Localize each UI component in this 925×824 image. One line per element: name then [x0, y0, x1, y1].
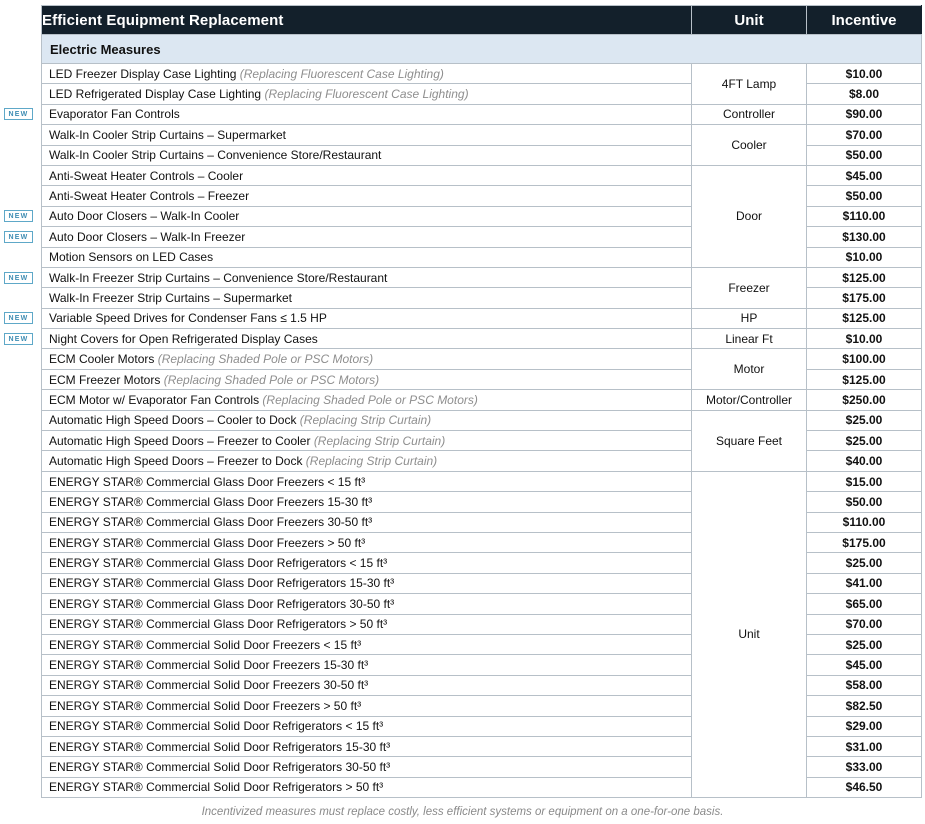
measure-name: Walk-In Cooler Strip Curtains – Supermarket: [49, 127, 286, 142]
incentive-cell: $41.00: [807, 573, 922, 593]
incentive-cell: $110.00: [807, 512, 922, 532]
table-header-row: [42, 6, 922, 35]
table-row: [42, 64, 922, 84]
incentive-cell: $25.00: [807, 553, 922, 573]
unit-cell: Linear Ft: [692, 329, 807, 349]
new-badge: NEW: [4, 312, 33, 324]
measure-cell: [42, 64, 692, 84]
new-badge: NEW: [4, 272, 33, 284]
measure-cell: [42, 553, 692, 573]
incentive-table: [41, 5, 922, 798]
table-row: [42, 390, 922, 410]
unit-cell: Motor: [692, 349, 807, 390]
measure-cell: [42, 696, 692, 716]
incentive-cell: $125.00: [807, 369, 922, 389]
incentive-cell: $70.00: [807, 614, 922, 634]
measure-cell: [42, 573, 692, 593]
incentive-cell: $58.00: [807, 675, 922, 695]
measure-name: ENERGY STAR® Commercial Glass Door Refrigerators < 15 ft³: [49, 556, 388, 571]
measure-name: Motion Sensors on LED Cases: [49, 250, 214, 265]
measure-note: (Replacing Shaded Pole or PSC Motors): [163, 372, 380, 387]
measure-name: ENERGY STAR® Commercial Glass Door Freezers 15-30 ft³: [49, 494, 373, 509]
measure-name: Automatic High Speed Doors – Freezer to Cooler: [49, 433, 311, 448]
incentive-cell: $50.00: [807, 145, 922, 165]
measure-name: ECM Cooler Motors: [49, 352, 155, 367]
measure-name: Auto Door Closers – Walk-In Freezer: [49, 229, 246, 244]
measure-cell: [42, 471, 692, 491]
measure-name: ENERGY STAR® Commercial Glass Door Refrigerators 30-50 ft³: [49, 596, 395, 611]
measure-cell: [42, 634, 692, 654]
incentive-cell: $125.00: [807, 308, 922, 328]
measure-note: (Replacing Strip Curtain): [313, 433, 446, 448]
new-badge: NEW: [4, 210, 33, 222]
measure-name: LED Freezer Display Case Lighting: [49, 66, 237, 81]
table-row: [42, 125, 922, 145]
measure-cell: [42, 329, 692, 349]
measure-cell: [42, 104, 692, 124]
measure-name: ENERGY STAR® Commercial Glass Door Freezers > 50 ft³: [49, 535, 366, 550]
measure-cell: [42, 594, 692, 614]
measure-name: ENERGY STAR® Commercial Solid Door Freezers 30-50 ft³: [49, 678, 369, 693]
unit-cell: Door: [692, 165, 807, 267]
incentive-cell: $25.00: [807, 634, 922, 654]
incentive-cell: $175.00: [807, 532, 922, 552]
measure-name: Auto Door Closers – Walk-In Cooler: [49, 209, 240, 224]
measure-note: (Replacing Strip Curtain): [305, 454, 438, 469]
measure-name: Anti-Sweat Heater Controls – Cooler: [49, 168, 244, 183]
measure-name: Night Covers for Open Refrigerated Display Cases: [49, 331, 318, 346]
incentive-cell: $175.00: [807, 288, 922, 308]
incentive-cell: $250.00: [807, 390, 922, 410]
measure-cell: [42, 655, 692, 675]
incentive-cell: $50.00: [807, 186, 922, 206]
table-row: [42, 471, 922, 491]
incentive-cell: $40.00: [807, 451, 922, 471]
incentive-cell: $31.00: [807, 736, 922, 756]
measure-cell: [42, 125, 692, 145]
measure-name: ENERGY STAR® Commercial Glass Door Refrigerators 15-30 ft³: [49, 576, 395, 591]
measure-name: LED Refrigerated Display Case Lighting: [49, 87, 262, 102]
incentive-cell: $45.00: [807, 655, 922, 675]
table-row: [42, 410, 922, 430]
measure-note: (Replacing Shaded Pole or PSC Motors): [157, 352, 374, 367]
measure-cell: [42, 532, 692, 552]
measure-cell: [42, 451, 692, 471]
unit-column-header: Unit: [692, 6, 807, 35]
incentive-cell: $110.00: [807, 206, 922, 226]
incentive-cell: $33.00: [807, 757, 922, 777]
measure-cell: [42, 492, 692, 512]
incentive-cell: $8.00: [807, 84, 922, 104]
measure-cell: [42, 410, 692, 430]
measure-name: ECM Freezer Motors: [49, 372, 161, 387]
incentive-cell: $25.00: [807, 431, 922, 451]
table-row: [42, 165, 922, 185]
unit-cell: Unit: [692, 471, 807, 797]
unit-cell: Square Feet: [692, 410, 807, 471]
unit-cell: Controller: [692, 104, 807, 124]
section-row: [42, 35, 922, 64]
incentive-cell: $65.00: [807, 594, 922, 614]
unit-cell: Freezer: [692, 267, 807, 308]
measure-cell: [42, 390, 692, 410]
measure-cell: [42, 206, 692, 226]
unit-cell: Cooler: [692, 125, 807, 166]
incentive-cell: $10.00: [807, 64, 922, 84]
unit-cell: Motor/Controller: [692, 390, 807, 410]
measure-name: Walk-In Freezer Strip Curtains – Supermarket: [49, 290, 292, 305]
table-row: [42, 267, 922, 287]
measure-cell: [42, 308, 692, 328]
measure-cell: [42, 349, 692, 369]
incentive-cell: $29.00: [807, 716, 922, 736]
measure-note: (Replacing Strip Curtain): [299, 413, 432, 428]
measure-name: ECM Motor w/ Evaporator Fan Controls: [49, 392, 260, 407]
measure-name: ENERGY STAR® Commercial Glass Door Freezers < 15 ft³: [49, 474, 366, 489]
measure-name: Walk-In Freezer Strip Curtains – Convenience Store/Restaurant: [49, 270, 388, 285]
measure-cell: [42, 716, 692, 736]
measure-cell: [42, 614, 692, 634]
measure-note: (Replacing Shaded Pole or PSC Motors): [262, 392, 478, 407]
incentive-cell: $90.00: [807, 104, 922, 124]
measure-cell: [42, 288, 692, 308]
new-badge: NEW: [4, 108, 33, 120]
incentive-cell: $45.00: [807, 165, 922, 185]
measure-name: Walk-In Cooler Strip Curtains – Convenience Store/Restaurant: [49, 148, 382, 163]
measure-cell: [42, 431, 692, 451]
measure-name: ENERGY STAR® Commercial Solid Door Refrigerators > 50 ft³: [49, 780, 384, 795]
incentive-cell: $130.00: [807, 227, 922, 247]
measure-name: ENERGY STAR® Commercial Solid Door Freezers < 15 ft³: [49, 637, 362, 652]
measure-note: (Replacing Fluorescent Case Lighting): [239, 66, 444, 81]
measure-column-header: Efficient Equipment Replacement: [42, 6, 692, 35]
measure-cell: [42, 84, 692, 104]
measure-cell: [42, 247, 692, 267]
measure-name: Variable Speed Drives for Condenser Fans ≤ 1.5 HP: [49, 311, 327, 326]
measure-name: ENERGY STAR® Commercial Solid Door Freezers 15-30 ft³: [49, 658, 369, 673]
new-badge: NEW: [4, 333, 33, 345]
measure-name: ENERGY STAR® Commercial Solid Door Refrigerators 15-30 ft³: [49, 739, 391, 754]
incentive-cell: $15.00: [807, 471, 922, 491]
measure-cell: [42, 145, 692, 165]
measure-cell: [42, 227, 692, 247]
unit-cell: HP: [692, 308, 807, 328]
new-badge: NEW: [4, 231, 33, 243]
incentive-cell: $125.00: [807, 267, 922, 287]
footnote: Incentivized measures must replace costly, less efficient systems or equipment on a one-for-one basis.: [201, 806, 724, 818]
incentive-column-header: Incentive: [807, 6, 922, 35]
unit-cell: 4FT Lamp: [692, 64, 807, 105]
measure-cell: [42, 757, 692, 777]
incentive-cell: $50.00: [807, 492, 922, 512]
measure-name: Anti-Sweat Heater Controls – Freezer: [49, 189, 250, 204]
measure-name: Evaporator Fan Controls: [49, 107, 180, 122]
table-row: [42, 349, 922, 369]
measure-name: Automatic High Speed Doors – Cooler to Dock: [49, 413, 297, 428]
incentive-cell: $70.00: [807, 125, 922, 145]
section-title: Electric Measures: [42, 35, 922, 64]
measure-cell: [42, 777, 692, 797]
incentive-cell: $10.00: [807, 329, 922, 349]
measure-cell: [42, 675, 692, 695]
measure-name: Automatic High Speed Doors – Freezer to Dock: [49, 454, 303, 469]
incentive-sheet: [41, 5, 921, 798]
measure-name: ENERGY STAR® Commercial Solid Door Refrigerators 30-50 ft³: [49, 759, 391, 774]
measure-cell: [42, 736, 692, 756]
incentive-cell: $82.50: [807, 696, 922, 716]
table-row: [42, 308, 922, 328]
measure-name: ENERGY STAR® Commercial Solid Door Freezers > 50 ft³: [49, 698, 362, 713]
measure-note: (Replacing Fluorescent Case Lighting): [264, 87, 469, 102]
incentive-cell: $25.00: [807, 410, 922, 430]
measure-cell: [42, 165, 692, 185]
incentive-cell: $46.50: [807, 777, 922, 797]
incentive-cell: $10.00: [807, 247, 922, 267]
measure-cell: [42, 512, 692, 532]
measure-name: ENERGY STAR® Commercial Glass Door Freezers 30-50 ft³: [49, 515, 373, 530]
table-row: [42, 329, 922, 349]
measure-cell: [42, 267, 692, 287]
table-row: [42, 104, 922, 124]
measure-cell: [42, 369, 692, 389]
measure-cell: [42, 186, 692, 206]
measure-name: ENERGY STAR® Commercial Glass Door Refrigerators > 50 ft³: [49, 617, 388, 632]
incentive-cell: $100.00: [807, 349, 922, 369]
table-body: [42, 35, 922, 798]
measure-name: ENERGY STAR® Commercial Solid Door Refrigerators < 15 ft³: [49, 719, 384, 734]
